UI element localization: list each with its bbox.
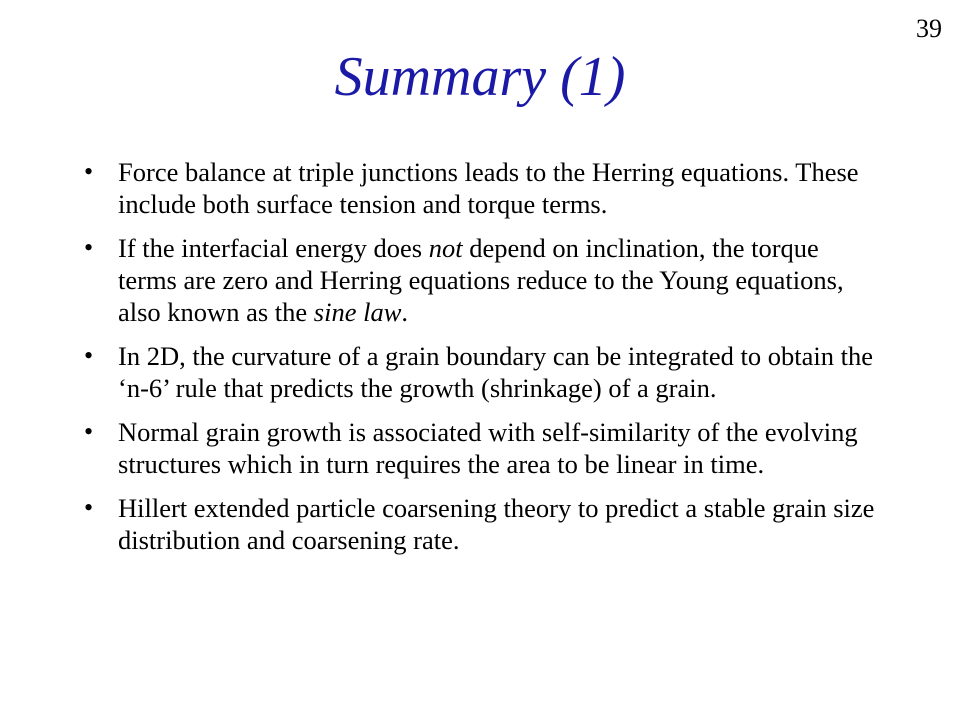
- bullet-item-n6-rule: [84, 340, 884, 404]
- bullet-item-interfacial-energy: [84, 232, 884, 328]
- bullet-marker: •: [84, 157, 94, 186]
- bullet-marker: •: [84, 233, 94, 262]
- bullet-text: depend on inclination, the torque terms are zero and Herring equations reduce to the Young equations, also known as the: [118, 233, 844, 327]
- emphasis-not: not: [428, 233, 463, 263]
- bullet-text: In 2D, the curvature of a grain boundary can be integrated to obtain the ‘n-6’ rule that predicts the growth (shrinkage) of a grain.: [118, 341, 873, 403]
- slide-title: Summary (1): [334, 46, 626, 108]
- bullet-marker: •: [84, 341, 94, 370]
- bullet-text: Force balance at triple junctions leads to the Herring equations. These include both surface tension and torque terms.: [118, 157, 859, 219]
- bullet-text: Normal grain growth is associated with self-similarity of the evolving structures which in turn requires the area to be linear in time.: [118, 417, 858, 479]
- bullet-list: [84, 156, 884, 568]
- bullet-marker: •: [84, 417, 94, 446]
- bullet-text: .: [401, 297, 409, 327]
- bullet-text: If the interfacial energy does: [118, 233, 429, 263]
- slide-number: 39: [916, 14, 942, 43]
- bullet-item-normal-grain-growth: [84, 416, 884, 480]
- emphasis-sine-law: sine law: [313, 297, 402, 327]
- bullet-item-hillert: [84, 492, 884, 556]
- bullet-marker: •: [84, 493, 94, 522]
- bullet-item-force-balance: [84, 156, 884, 220]
- bullet-text: Hillert extended particle coarsening theory to predict a stable grain size distribution and coarsening rate.: [118, 493, 875, 555]
